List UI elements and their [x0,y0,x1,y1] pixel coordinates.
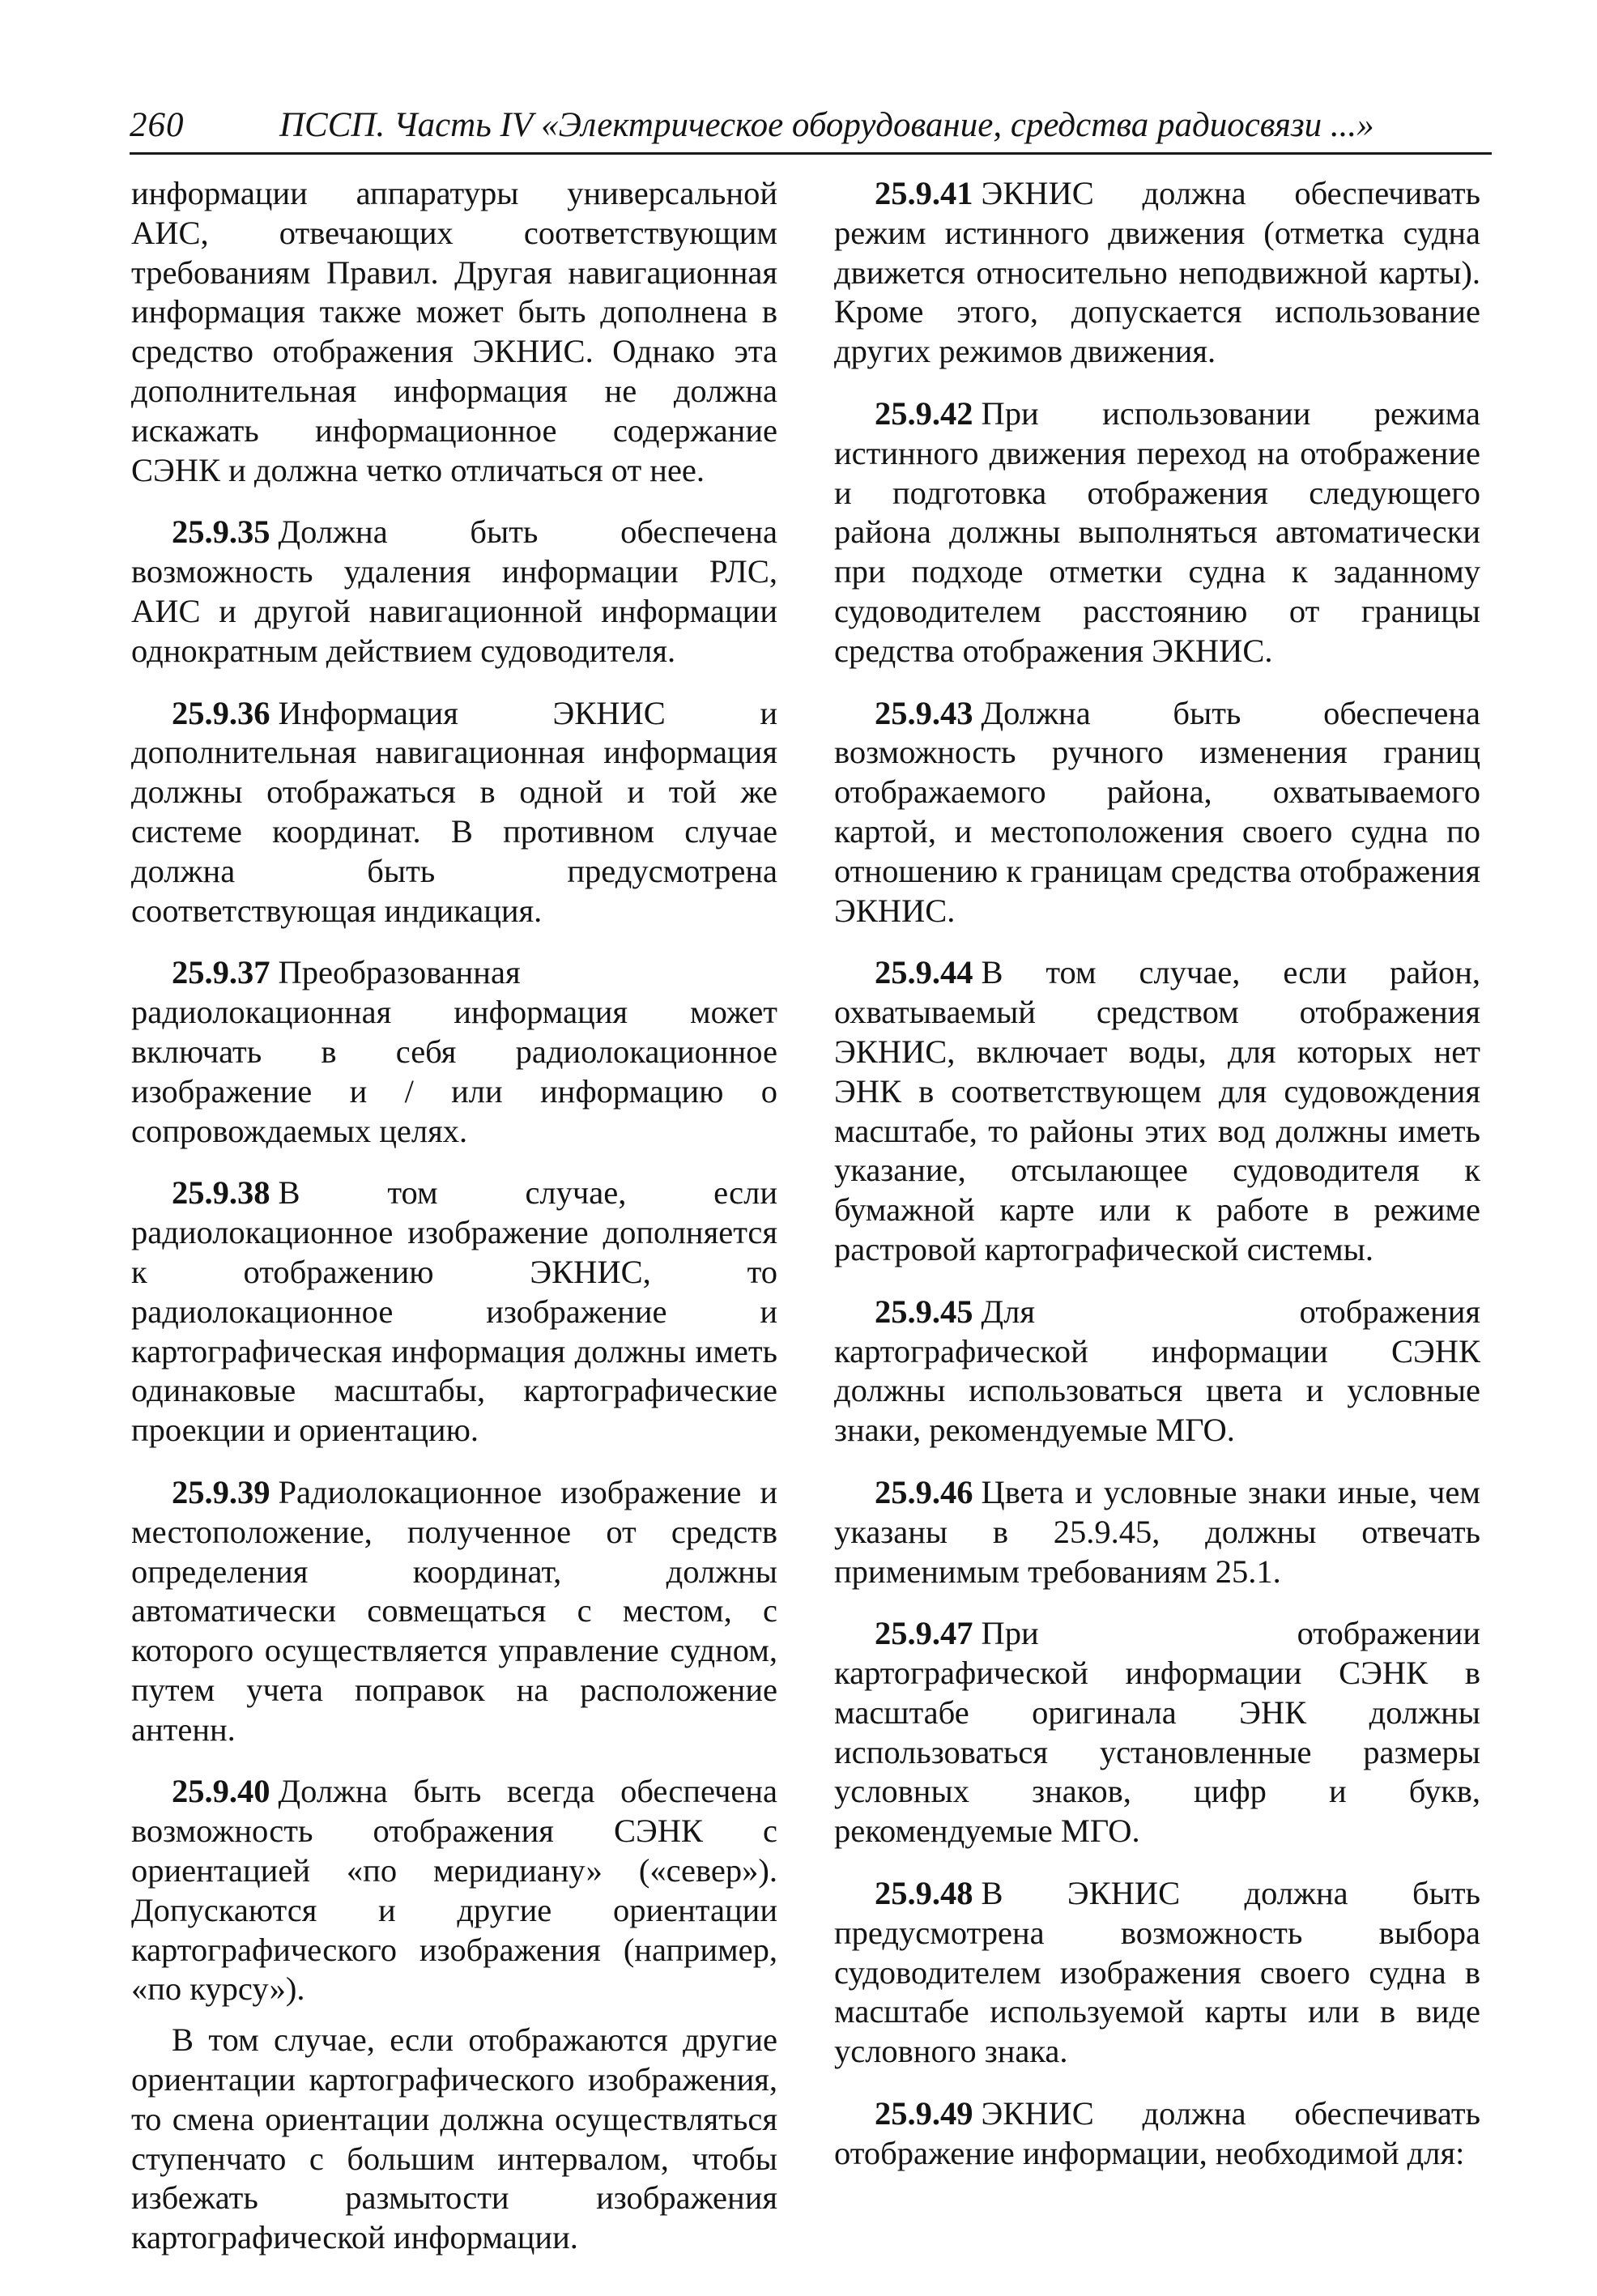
clause-number: 25.9.41 [875,175,973,211]
clause-text: ЭКНИС должна обеспечивать отображение информации, необходимой для: [834,2095,1480,2171]
right-column [834,174,1480,2196]
continuation-paragraph: информации аппаратуры универсальной АИС, отвечающих соответствующим требованиям Правил. Другая навигационная информация также может быть дополнена в средство отображения ЭКНИС. Однако эта дополнительная информация не должна искажать информационное содержание СЭНК и должна четко отличаться от нее. [131,175,777,488]
clause-25-9-42 [834,394,1480,671]
running-title: ПССП. Часть IV «Электрическое оборудование, средства радиосвязи ...» [279,106,1374,144]
clause-text: Преобразованная радиолокационная информация может включать в себя радиолокационное изображение и / или информацию о сопровождаемых целях. [131,954,777,1149]
clause-text: Должна быть обеспечена возможность ручного изменения границ отображаемого района, охватываемого картой, и местоположения своего судна по отношению к границам средства отображения ЭКНИС. [834,694,1480,929]
clause-text: Информация ЭКНИС и дополнительная навигационная информация должны отображаться в одной и той же системе координат. В противном случае должна быть предусмотрена соответствующая индикация. [131,694,777,929]
clause-text: Должна быть всегда обеспечена возможность отображения СЭНК с ориентацией «по меридиану» («север»). Допускаются и другие ориентации картографического изображения (например, «по курсу»). [131,1773,777,2008]
clause-number: 25.9.40 [172,1773,270,1810]
clause-25-9-37 [131,953,777,1151]
clause-number: 25.9.47 [875,1615,973,1652]
clause-25-9-49 [834,2094,1480,2174]
clause-text: Для отображения картографической информации СЭНК должны использоваться цвета и условные знаки, рекомендуемые МГО. [834,1293,1480,1449]
clause-number: 25.9.49 [875,2095,973,2132]
clause-25-9-41 [834,174,1480,372]
clause-25-9-48 [834,1874,1480,2072]
clause-text: В ЭКНИС должна быть предусмотрена возможность выбора судоводителем изображения своего судна в масштабе используемой карты или в виде условного знака. [834,1875,1480,2070]
clause-number: 25.9.44 [875,954,973,991]
clause-number: 25.9.46 [875,1473,973,1510]
orientation-paragraph: В том случае, если отображаются другие ориентации картографического изображения, то смена ориентации должна осуществляться ступенчато с большим интервалом, чтобы избежать размытости изображения картографической информации. [131,2021,777,2256]
clause-text: В том случае, если радиолокационное изображение дополняется к отображению ЭКНИС, то радиолокационное изображение и картографическая информация должны иметь одинаковые масштабы, картографические проекции и ориентацию. [131,1174,777,1449]
clause-number: 25.9.39 [172,1473,270,1510]
clause-25-9-39 [131,1473,777,1750]
clause-number: 25.9.35 [172,513,270,551]
clause-text: Цвета и условные знаки иные, чем указаны в 25.9.45, должны отвечать применимым требованиям 25.1. [834,1473,1480,1590]
clause-25-9-40 [131,1772,777,2009]
clause-text: Радиолокационное изображение и местоположение, полученное от средств определения координат, должны автоматически совмещаться с местом, с которого осуществляется управление судном, путем учета поправок на расположение антенн. [131,1473,777,1748]
clause-number: 25.9.37 [172,954,270,991]
clause-number: 25.9.42 [875,394,973,432]
clause-25-9-36 [131,694,777,931]
clause-text: При отображении картографической информации СЭНК в масштабе оригинала ЭНК должны использоваться установленные размеры условных знаков, цифр и букв, рекомендуемые МГО. [834,1615,1480,1850]
clause-25-9-38 [131,1174,777,1450]
page-number: 260 [130,106,185,144]
clause-number: 25.9.36 [172,694,270,731]
clause-number: 25.9.43 [875,694,973,731]
clause-25-9-43 [834,694,1480,931]
clause-25-9-47 [834,1614,1480,1851]
clause-text: При использовании режима истинного движения переход на отображение и подготовка отображения следующего района должны выполняться автоматически при подходе отметки судна к заданному судоводителем расстоянию от границы средства отображения ЭКНИС. [834,394,1480,669]
clause-25-9-35 [131,513,777,671]
clause-25-9-44 [834,953,1480,1269]
clause-text: В том случае, если район, охватываемый средством отображения ЭКНИС, включает воды, для которых нет ЭНК в соответствующем для судовождения масштабе, то районы этих вод должны иметь указание, отсылающее судоводителя к бумажной карте или к работе в режиме растровой картографической системы. [834,954,1480,1267]
clause-number: 25.9.48 [875,1875,973,1912]
clause-number: 25.9.38 [172,1174,270,1212]
left-column [131,174,777,2281]
clause-text: ЭКНИС должна обеспечивать режим истинного движения (отметка судна движется относительно неподвижной карты). Кроме этого, допускается использование других режимов движения. [834,175,1480,370]
page-header [130,104,1492,155]
clause-text: Должна быть обеспечена возможность удаления информации РЛС, АИС и другой навигационной информации однократным действием судоводителя. [131,513,777,669]
clause-25-9-46 [834,1473,1480,1591]
clause-25-9-45 [834,1293,1480,1450]
clause-number: 25.9.45 [875,1293,973,1330]
